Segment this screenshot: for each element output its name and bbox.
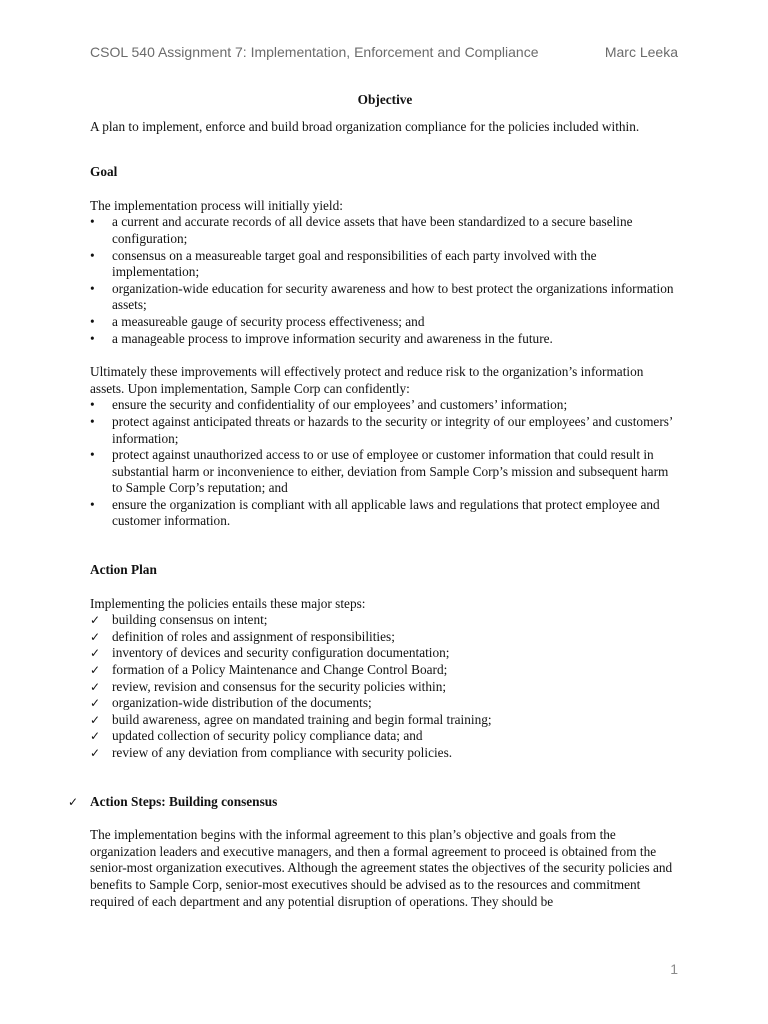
list-item: ✓ formation of a Policy Maintenance and Change Control Board; (90, 662, 680, 679)
document-title: CSOL 540 Assignment 7: Implementation, Enforcement and Compliance (90, 44, 539, 60)
list-item: • a manageable process to improve information security and awareness in the future. (90, 331, 680, 348)
action-steps-heading (68, 794, 680, 811)
document-body (68, 92, 680, 910)
list-item: ✓ updated collection of security policy compliance data; and (90, 728, 680, 745)
list-item: • ensure the security and confidentiality of our employees’ and customers’ information; (90, 397, 680, 414)
list-item: • organization-wide education for security awareness and how to best protect the organizations information assets; (90, 281, 680, 314)
goal-heading: Goal (90, 164, 118, 180)
action-steps-text: The implementation begins with the informal agreement to this plan’s objective and goals from the organization leaders and executive managers, and then a formal agreement to proceed is obtained from the senior-most organization executives. Although the agreement states the objectives of the security policies and benefits to Sample Corp, senior-most executives should be advised as to the resources and commitment required of each department and any potential disruption of operations. They should be (90, 827, 673, 909)
action-plan-intro: Implementing the policies entails these major steps: (90, 595, 366, 611)
list-item: ✓ build awareness, agree on mandated training and begin formal training; (90, 712, 680, 729)
list-item: ✓ review of any deviation from compliance with security policies. (90, 745, 680, 762)
ultimately-text: Ultimately these improvements will effectively protect and reduce risk to the organization’s information assets. Upon implementation, Sample Corp can confidently: (90, 364, 644, 396)
list-item: ✓ review, revision and consensus for the security policies within; (90, 679, 680, 696)
author-name: Marc Leeka (604, 44, 678, 60)
list-item: • a measureable gauge of security process effectiveness; and (90, 314, 680, 331)
confident-list (90, 397, 680, 530)
list-item: ✓ building consensus on intent; (90, 612, 680, 629)
page-number: 1 (670, 961, 678, 977)
action-plan-heading: Action Plan (90, 562, 157, 578)
list-item: ✓ inventory of devices and security configuration documentation; (90, 645, 680, 662)
list-item: • ensure the organization is compliant with all applicable laws and regulations that protect employee and customer information. (90, 497, 680, 530)
goal-list (90, 214, 680, 347)
list-item: • protect against unauthorized access to or use of employee or customer information that could result in substantial harm or inconvenience to either, deviation from Sample Corp’s mission and subsequent harm to Sample Corp’s reputation; and (90, 447, 680, 497)
list-item: • protect against anticipated threats or hazards to the security or integrity of our employees’ and customers’ information; (90, 414, 680, 447)
action-steps-heading-text: Action Steps: Building consensus (90, 793, 278, 809)
list-item: • consensus on a measureable target goal and responsibilities of each party involved with the implementation; (90, 248, 680, 281)
checkmark-icon: ✓ (68, 794, 79, 809)
action-plan-list (90, 612, 680, 761)
objective-text: A plan to implement, enforce and build broad organization compliance for the policies included within. (90, 118, 640, 134)
page-header (90, 44, 678, 60)
list-item: ✓ definition of roles and assignment of responsibilities; (90, 629, 680, 646)
list-item: ✓ organization-wide distribution of the documents; (90, 695, 680, 712)
list-item: • a current and accurate records of all device assets that have been standardized to a secure baseline configuration; (90, 214, 680, 247)
objective-heading: Objective (357, 92, 413, 107)
goal-intro: The implementation process will initially yield: (90, 197, 343, 213)
